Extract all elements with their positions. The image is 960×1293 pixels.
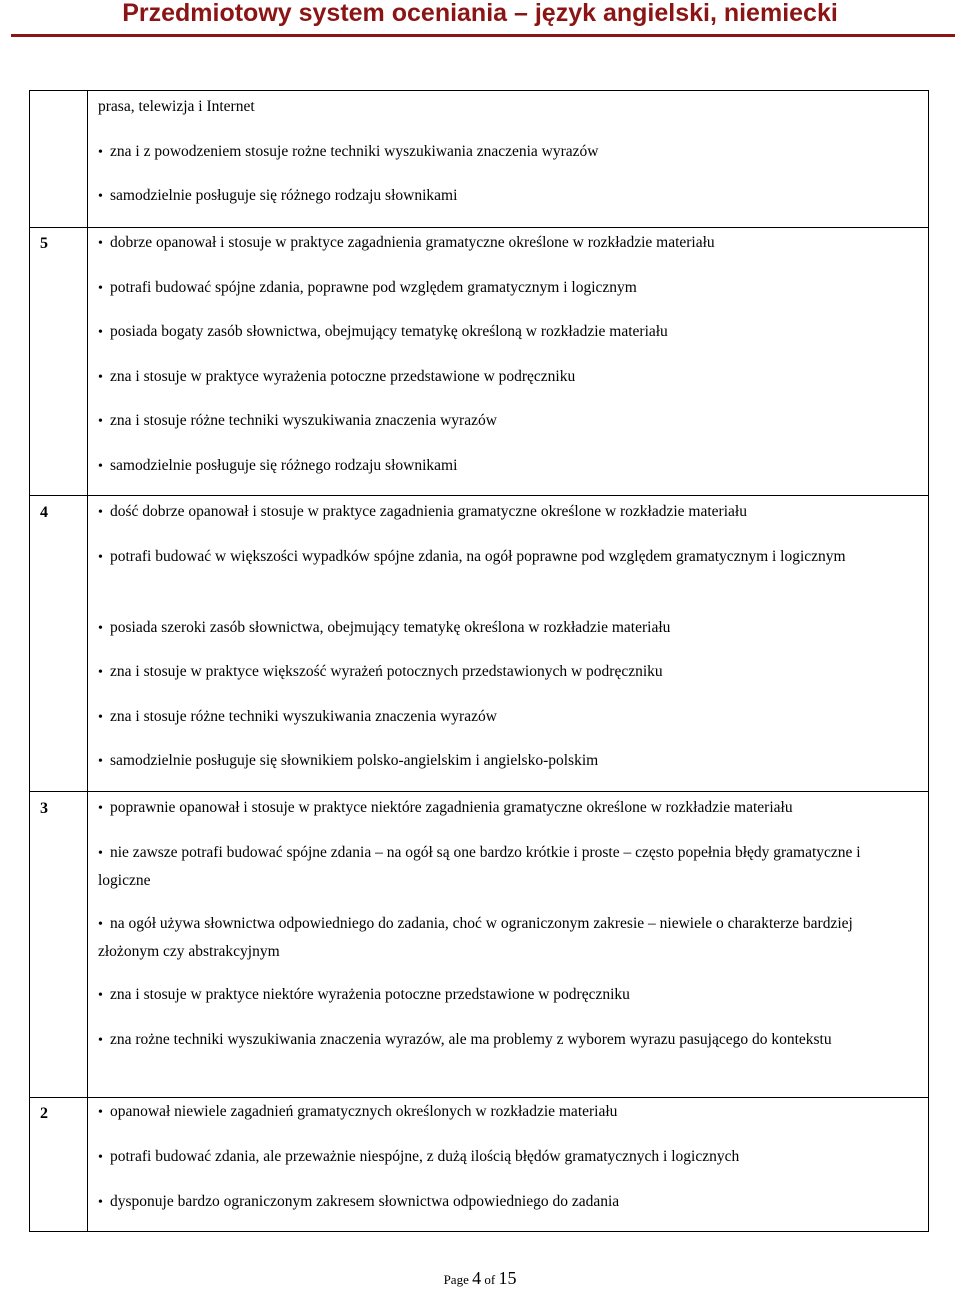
bullet-icon: • [98,370,103,385]
bullet-icon: • [98,1150,103,1165]
bullet-icon: • [98,459,103,474]
bullet-icon: • [98,801,103,816]
document-title: Przedmiotowy system oceniania – język angielski, niemiecki [122,0,838,27]
bullet-icon: • [98,1033,103,1048]
criteria-item: • zna i stosuje w praktyce większość wyrażeń potocznych przedstawionych w podręczniku [98,659,898,687]
criteria-item: • samodzielnie posługuje się różnego rodzaju słownikami [98,183,898,211]
grade-number: 2 [40,1105,48,1122]
criteria-item: • zna rożne techniki wyszukiwania znaczenia wyrazów, ale ma problemy z wyborem wyrazu pasującego do kontekstu [98,1027,898,1055]
column-divider [87,91,88,1231]
row-divider [30,495,928,496]
criteria-item: • dysponuje bardzo ograniczonym zakresem słownictwa odpowiedniego do zadania [98,1189,898,1217]
grade-criteria-table [29,90,929,1232]
bullet-icon: • [98,236,103,251]
row-divider [30,1097,928,1098]
criteria-item: • potrafi budować w większości wypadków spójne zdania, na ogół poprawne pod względem gramatycznym i logicznym [98,544,898,572]
bullet-icon: • [98,1195,103,1210]
bullet-icon: • [98,189,103,204]
bullet-icon: • [98,665,103,680]
criteria-item: • potrafi budować zdania, ale przeważnie niespójne, z dużą ilością błędów gramatycznych i logicznych [98,1144,898,1172]
criteria-item: • dość dobrze opanował i stosuje w praktyce zagadnienia gramatyczne określone w rozkładzie materiału [98,499,898,527]
bullet-icon: • [98,281,103,296]
criteria-item: • zna i stosuje różne techniki wyszukiwania znaczenia wyrazów [98,704,898,732]
criteria-item: • dobrze opanował i stosuje w praktyce zagadnienia gramatyczne określone w rozkładzie materiału [98,230,898,258]
total-pages: 15 [498,1268,517,1288]
criteria-item: • zna i stosuje w praktyce niektóre wyrażenia potoczne przedstawione w podręczniku [98,982,898,1010]
criteria-item: • zna i stosuje w praktyce wyrażenia potoczne przedstawione w podręczniku [98,364,898,392]
bullet-icon: • [98,325,103,340]
criteria-item: • nie zawsze potrafi budować spójne zdania – na ogół są one bardzo krótkie i proste – często popełnia błędy gramatyczne i logiczne [98,840,898,894]
bullet-icon: • [98,754,103,769]
criteria-item: • potrafi budować spójne zdania, poprawne pod względem gramatycznym i logicznym [98,275,898,303]
criteria-item: • samodzielnie posługuje się różnego rodzaju słownikami [98,453,898,481]
bullet-icon: • [98,988,103,1003]
grade-number: 5 [40,235,48,252]
criteria-item: • opanował niewiele zagadnień gramatycznych określonych w rozkładzie materiału [98,1099,898,1127]
row-divider [30,791,928,792]
bullet-icon: • [98,414,103,429]
bullet-icon: • [98,145,103,160]
criteria-item: • samodzielnie posługuje się słownikiem polsko-angielskim i angielsko-polskim [98,748,898,776]
criteria-item: • zna i z powodzeniem stosuje rożne techniki wyszukiwania znaczenia wyrazów [98,139,898,167]
bullet-icon: • [98,505,103,520]
grade-number: 3 [40,800,48,817]
criteria-item: • poprawnie opanował i stosuje w praktyce niektóre zagadnienia gramatyczne określone w rozkładzie materiału [98,795,898,823]
bullet-icon: • [98,917,103,932]
criteria-text: prasa, telewizja i Internet [98,98,255,115]
bullet-icon: • [98,550,103,565]
bullet-icon: • [98,710,103,725]
of-label: of [484,1272,496,1287]
header-rule [11,34,955,37]
row-divider [30,227,928,228]
bullet-icon: • [98,1105,103,1120]
page-number: 4 [472,1268,482,1288]
page-footer [0,1265,960,1293]
page-label: Page [443,1272,469,1287]
criteria-item: • posiada bogaty zasób słownictwa, obejmujący tematykę określoną w rozkładzie materiału [98,319,898,347]
bullet-icon: • [98,621,103,636]
criteria-item: • posiada szeroki zasób słownictwa, obejmujący tematykę określona w rozkładzie materiału [98,615,898,643]
criteria-item: • na ogół używa słownictwa odpowiedniego do zadania, choć w ograniczonym zakresie – niewiele o charakterze bardziej złożonym czy abstrakcyjnym [98,911,898,965]
bullet-icon: • [98,846,103,861]
criteria-item: • zna i stosuje różne techniki wyszukiwania znaczenia wyrazów [98,408,898,436]
grade-number: 4 [40,504,48,521]
